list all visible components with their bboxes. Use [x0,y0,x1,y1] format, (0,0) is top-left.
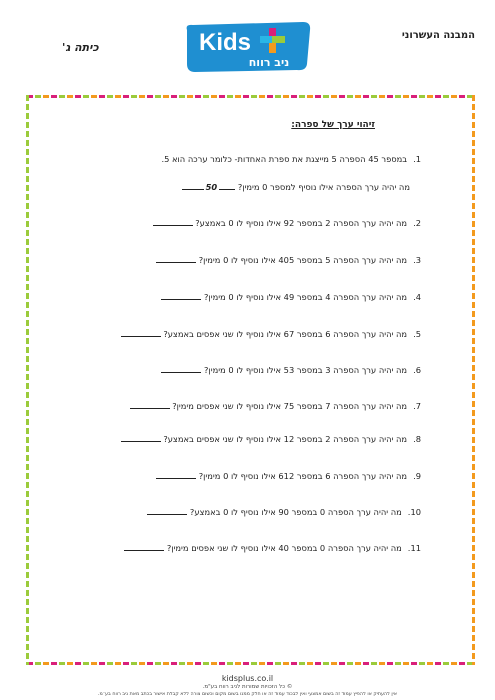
question-4: 4.מה יהיה ערך הספרה 4 במספר 49 אילו נוסיף לו 0 מימין? [161,291,421,302]
answer-blank[interactable] [161,291,201,300]
question-9: 9.מה יהיה ערך הספרה 6 במספר 612 אילו נוסיף לו 0 מימין? [156,470,421,481]
answer-blank[interactable] [124,542,164,551]
question-8: 8.מה יהיה ערך הספרה 2 במספר 12 אילו נוסיף לו שני אפסים באמצע? [121,433,421,444]
footer-url[interactable]: kidsplus.co.il [221,674,274,683]
answer-blank[interactable] [161,364,201,373]
question-1: 1.במספר 45 הספרה 5 מייצגת את ספרת האחדות- כלומר ערכה הוא 5. [161,154,421,164]
header-class-label: כיתה ג' [62,41,99,54]
frame-top-border [27,95,474,98]
answer-blank[interactable] [121,328,161,337]
frame-right-border [472,95,475,665]
header-unit-title: המבנה העשרוני [401,30,475,41]
footer-copyright: © כל הזכויות שמורות לניב רווח בע"מ. [202,684,293,690]
question-11: 11.מה יהיה ערך הספרה 0 במספר 40 אילו נוסיף לו שני אפסים מימין? [124,542,421,553]
example-answer: 50 [205,182,218,192]
logo-sub-text: ניב רווח [248,56,290,69]
question-6: 6.מה יהיה ערך הספרה 3 במספר 53 אילו נוסיף לו 0 מימין? [161,364,421,375]
footer-legal: אין להעתיק או להפיץ עמוד זה בשום אמצעי ואין לבכוד עמוד זה או חלק ממנו בשום מקום וכשום צורה ללא קבלת אישור בכתב מאת ניב רווח בע"מ. [98,692,397,697]
section-title: זיהוי ערך של ספרה: [291,120,375,130]
answer-blank[interactable] [130,400,170,409]
question-1-example: מה יהיה ערך הספרה אילו נוסיף למספר 0 מימין? 50 [182,181,410,192]
question-7: 7.מה יהיה ערך הספרה 7 במספר 75 אילו נוסיף לו שני אפסים מימין? [130,400,421,411]
frame-bottom-border [27,662,474,665]
answer-blank[interactable] [147,506,187,515]
question-3: 3.מה יהיה ערך הספרה 5 במספר 405 אילו נוסיף לו 0 מימין? [156,254,421,265]
logo-brand-text: Kids [199,29,252,56]
question-10: 10.מה יהיה ערך הספרה 0 במספר 90 אילו נוסיף לו 0 באמצע? [147,506,421,517]
answer-blank[interactable] [121,433,161,442]
question-2: 2.מה יהיה ערך הספרה 2 במספר 92 אילו נוסיף לו 0 באמצע? [153,217,421,228]
frame-left-border [26,95,29,665]
question-5: 5.מה יהיה ערך הספרה 6 במספר 67 אילו נוסיף לו שני אפסים באמצע? [121,328,421,339]
answer-blank[interactable] [153,217,193,226]
kids-logo [183,22,313,74]
answer-blank[interactable] [156,254,196,263]
answer-blank[interactable] [156,470,196,479]
